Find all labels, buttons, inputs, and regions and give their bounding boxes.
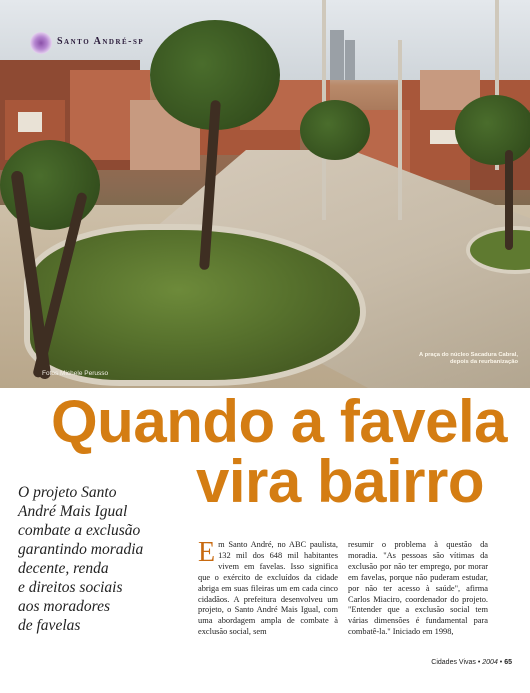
deck-line: de favelas xyxy=(18,617,81,634)
deck-line: combate a exclusão xyxy=(18,522,141,539)
section-logo-icon xyxy=(30,32,52,54)
photo-tower xyxy=(330,30,344,80)
deck-line: O projeto Santo xyxy=(18,484,117,501)
section-header: Santo André-sp xyxy=(57,36,145,47)
headline-line-1: Quando a favela xyxy=(51,388,507,455)
photo-credit: Fotos Michele Perusso xyxy=(42,370,109,377)
issue-year: 2004 xyxy=(482,659,498,666)
deck-line: garantindo moradia xyxy=(18,541,144,558)
photo-tree-canopy xyxy=(455,95,530,165)
drop-cap: E xyxy=(198,537,216,568)
deck-line: aos moradores xyxy=(18,598,111,615)
footer-bullet: • xyxy=(499,659,503,666)
photo-tree-canopy xyxy=(300,100,370,160)
photo-caption: A praça do núcleo Sacadura Cabral, depois da reurbanização xyxy=(418,352,518,366)
deck-line: e direitos sociais xyxy=(18,579,123,596)
photo-window xyxy=(18,112,42,132)
photo-utility-pole xyxy=(398,40,402,220)
body-column-1 xyxy=(198,537,338,638)
photo-tower xyxy=(345,40,355,80)
magazine-name: Cidades Vivas xyxy=(431,659,476,666)
deck-line: André Mais Igual xyxy=(18,503,128,520)
headline-line-2: vira bairro xyxy=(196,448,484,515)
body-text-1: m Santo André, no ABC paulista, 132 mil dos 648 mil habitantes vivem em favelas. Isso significa que o exército de excluídos da cidade abriga em suas fileiras um em cada cinco cidadãos. A prefeitura desenvolveu um projeto, o Santo André Mais Igual, com uma abordagem ampla de combate à exclusão social, sem xyxy=(198,540,338,637)
body-text-2: resumir o problema à questão da moradia. "As pessoas são vítimas da exclusão por não ter emprego, por morar em favelas, porque não puderam estudar, por não ter acesso à saúde", afirma Carlos Miaciro, coordenador do projeto. "Entender que a exclusão social tem várias dimensões é fundamental para combatê-la." Iniciado em 1998, xyxy=(348,540,488,637)
photo-tree-trunk xyxy=(505,150,513,250)
page-number: 65 xyxy=(504,659,512,666)
deck-line: decente, renda xyxy=(18,560,109,577)
page-footer xyxy=(431,659,512,666)
deck-text xyxy=(18,483,193,635)
body-column-2 xyxy=(348,540,488,638)
footer-bullet: • xyxy=(477,659,481,666)
